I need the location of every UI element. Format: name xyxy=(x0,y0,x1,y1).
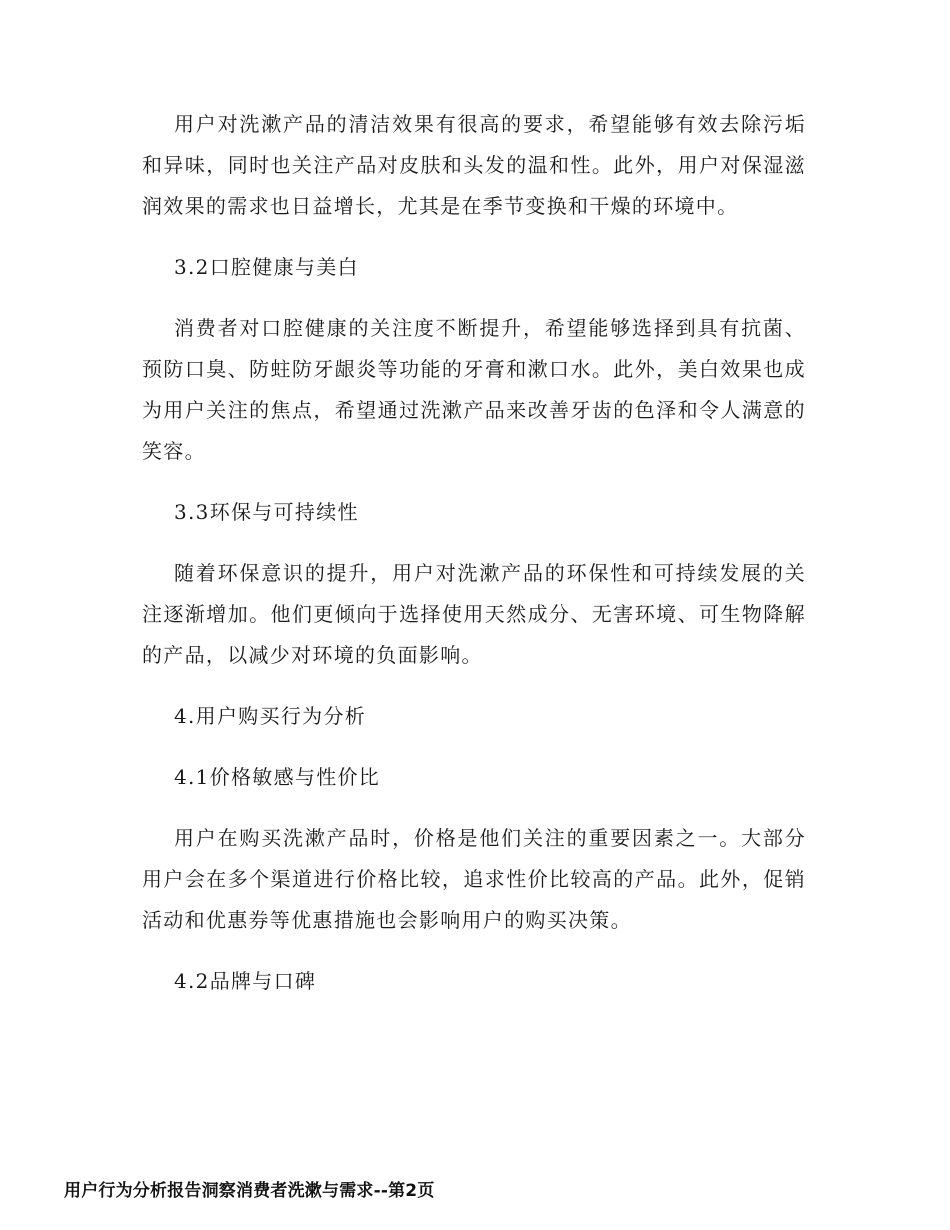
paragraph-price-sensitivity: 用户在购买洗漱产品时，价格是他们关注的重要因素之一。大部分用户会在多个渠道进行价格比较，追求性价比较高的产品。此外，促销活动和优惠券等优惠措施也会影响用户的购买决策。 xyxy=(142,826,806,932)
section-heading-4-2: 4.2品牌与口碑 xyxy=(174,969,317,993)
paragraph-oral-health: 消费者对口腔健康的关注度不断提升，希望能够选择到具有抗菌、预防口臭、防蛀防牙龈炎等功能的牙膏和漱口水。此外，美白效果也成为用户关注的焦点，希望通过洗漱产品来改善牙齿的色泽和令人满意的笑容。 xyxy=(142,316,806,463)
section-heading-3-3: 3.3环保与可持续性 xyxy=(174,500,359,524)
spacer xyxy=(142,533,806,553)
spacer xyxy=(142,472,806,492)
spacer xyxy=(142,676,806,696)
spacer xyxy=(142,737,806,757)
spacer xyxy=(142,227,806,247)
paragraph-eco-sustainability: 随着环保意识的提升，用户对洗漱产品的环保性和可持续发展的关注逐渐增加。他们更倾向于选择使用天然成分、无害环境、可生物降解的产品，以减少对环境的负面影响。 xyxy=(142,561,806,667)
section-heading-4-1: 4.1价格敏感与性价比 xyxy=(174,765,381,789)
paragraph-cleaning-effect: 用户对洗漱产品的清洁效果有很高的要求，希望能够有效去除污垢和异味，同时也关注产品对皮肤和头发的温和性。此外，用户对保湿滋润效果的需求也日益增长，尤其是在季节变换和干燥的环境中。 xyxy=(142,112,806,218)
section-heading-3-2: 3.2口腔健康与美白 xyxy=(174,255,359,279)
document-body xyxy=(142,104,806,1002)
spacer xyxy=(142,798,806,818)
page-footer: 用户行为分析报告洞察消费者洗漱与需求--第2页 xyxy=(64,1181,435,1201)
spacer xyxy=(142,288,806,308)
spacer xyxy=(142,941,806,961)
section-heading-4: 4.用户购买行为分析 xyxy=(174,704,367,728)
